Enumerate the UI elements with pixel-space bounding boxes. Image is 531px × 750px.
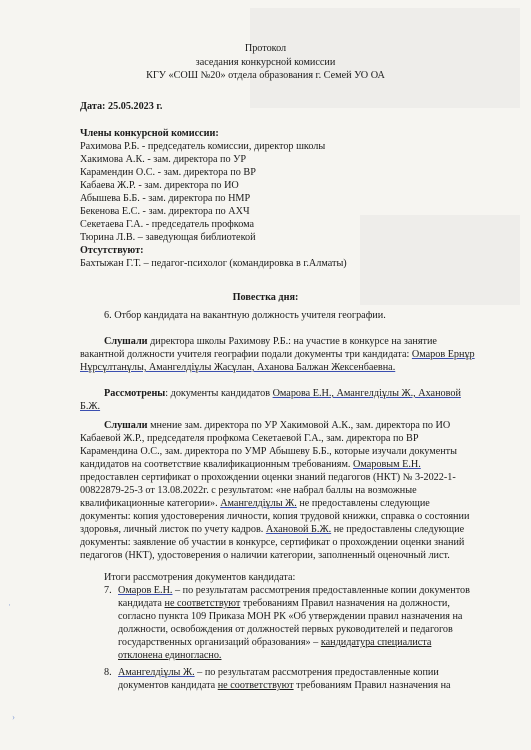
paragraph-line: документы: заявление об участии в конкурсе, сертификат о прохождении оценки знаний (80, 537, 465, 548)
result-item-8-num: 8. (104, 667, 112, 678)
paragraph-line: кандидатов на соответствие квалификационным требованиям. Омаровым Е.Н. (80, 459, 421, 470)
paragraph-line: предоставлен сертификат о прохождении оценки знаний педагогов (НКТ) № 3-2022-1- (80, 472, 456, 483)
paragraph-line: вакантной должности учителя географии подали документы три кандидата: Омаров Ернұр (80, 349, 475, 360)
heard-label: Слушали (104, 336, 148, 347)
doc-subtitle: заседания конкурсной комиссии (195, 57, 336, 68)
paragraph-line: документы: копия удостоверения личности, копия трудовой книжки, справка о состоянии (80, 511, 470, 522)
pen-mark: · (8, 600, 11, 610)
paragraph-heard-deputies: Слушали мнение зам. директора по УР Хакимовой А.К., зам. директора по ИО (104, 420, 451, 431)
candidate-names: Нұрсұлтанұлы, Амангелдіұлы Жасұлан, Аханова Балжан Жексенбаевна. (80, 362, 396, 373)
result-item-8-line: документов кандидата не соответствуют требованиям Правил назначения на (118, 680, 451, 691)
commission-member: Бекенова Е.С. - зам. директора по АХЧ (80, 206, 250, 217)
agenda-heading: Повестка дня: (232, 292, 299, 303)
commission-member: Хакимова А.К. - зам. директора по УР (80, 154, 246, 165)
result-item-7-line: должности, освобождения от должностей первых руководителей и педагогов (118, 624, 453, 635)
result-item-7-line: кандидата не соответствуют требованиям Правил назначения на должности, (118, 598, 450, 609)
result-item-7-num: 7. (104, 585, 112, 596)
results-heading: Итоги рассмотрения документов кандидата: (104, 572, 296, 583)
paragraph-heard-director: Слушали директора школы Рахимову Р.Б.: на участие в конкурсе на занятие (104, 336, 437, 347)
result-item-7-line: отклонена единогласно. (118, 650, 222, 661)
absent-heading: Отсутствуют: (80, 245, 144, 256)
commission-member: Карамендин О.С. - зам. директора по ВР (80, 167, 256, 178)
paragraph-line: здоровья, личный листок по учету кадров. Ахановой Б.Ж. не предоставлены следующие (80, 524, 465, 535)
doc-date: Дата: 25.05.2023 г. (80, 101, 163, 112)
result-item-7-line: согласно пункта 109 Приказа МОН РК «Об утверждении правил назначения на (118, 611, 463, 622)
result-item-8-line: Амангелдіұлы Ж. – по результатам рассмотрения предоставленные копии (118, 667, 439, 678)
pen-mark: › (12, 712, 15, 722)
agenda-item: 6. Отбор кандидата на вакантную должность учителя географии. (104, 310, 386, 321)
paragraph-line: педагогов (НКТ), удостоверения о наличии категории, заполненный оценочный лист. (80, 550, 450, 561)
paragraph-line: Карамендина О.С., зам. директора по УМР Абышеву Б.Б., которые изучали документы (80, 446, 457, 457)
commission-member: Тюрина Л.В. – заведующая библиотекой (80, 232, 256, 243)
result-item-7-line: Омаров Е.Н. – по результатам рассмотрения предоставленные копии документов (118, 585, 470, 596)
reviewed-label: Рассмотрены (104, 388, 166, 399)
heard-label: Слушали (104, 420, 148, 431)
paragraph-line: 00822879-25-3 от 13.08.2022г. с результатом: «не набрал баллы на возможные (80, 485, 417, 496)
commission-heading: Члены конкурсной комиссии: (80, 128, 219, 139)
commission-member: Кабаева Ж.Р. - зам. директора по ИО (80, 180, 239, 191)
paragraph-reviewed: Рассмотрены: документы кандидатов Омарова Е.Н., Амангелдіұлы Ж., Ахановой (104, 388, 461, 399)
doc-title: Протокол (244, 43, 287, 54)
absent-member: Бахтыжан Г.Т. – педагог-психолог (командировка в г.Алматы) (80, 258, 347, 269)
commission-member: Секетаева Г.А. - председатель профкома (80, 219, 255, 230)
paragraph-line: Кабаевой Ж.Р., председателя профкома Секетаевой Г.А., зам. директора по ВР (80, 433, 419, 444)
commission-member: Абышева Б.Б. - зам. директора по НМР (80, 193, 251, 204)
paragraph-line: квалификационные категории». Амангелдіұлы Ж. не предоставлены следующие (80, 498, 430, 509)
candidate-name: Омаров Ернұр (411, 349, 475, 360)
commission-member: Рахимова Р.Б. - председатель комиссии, директор школы (80, 141, 326, 152)
candidate-name: Б.Ж. (80, 401, 101, 412)
result-item-7-line: государственных организаций образования» – кандидатура специалиста (118, 637, 432, 648)
doc-organization: КГУ «СОШ №20» отдела образования г. Семей УО ОА (146, 70, 385, 81)
